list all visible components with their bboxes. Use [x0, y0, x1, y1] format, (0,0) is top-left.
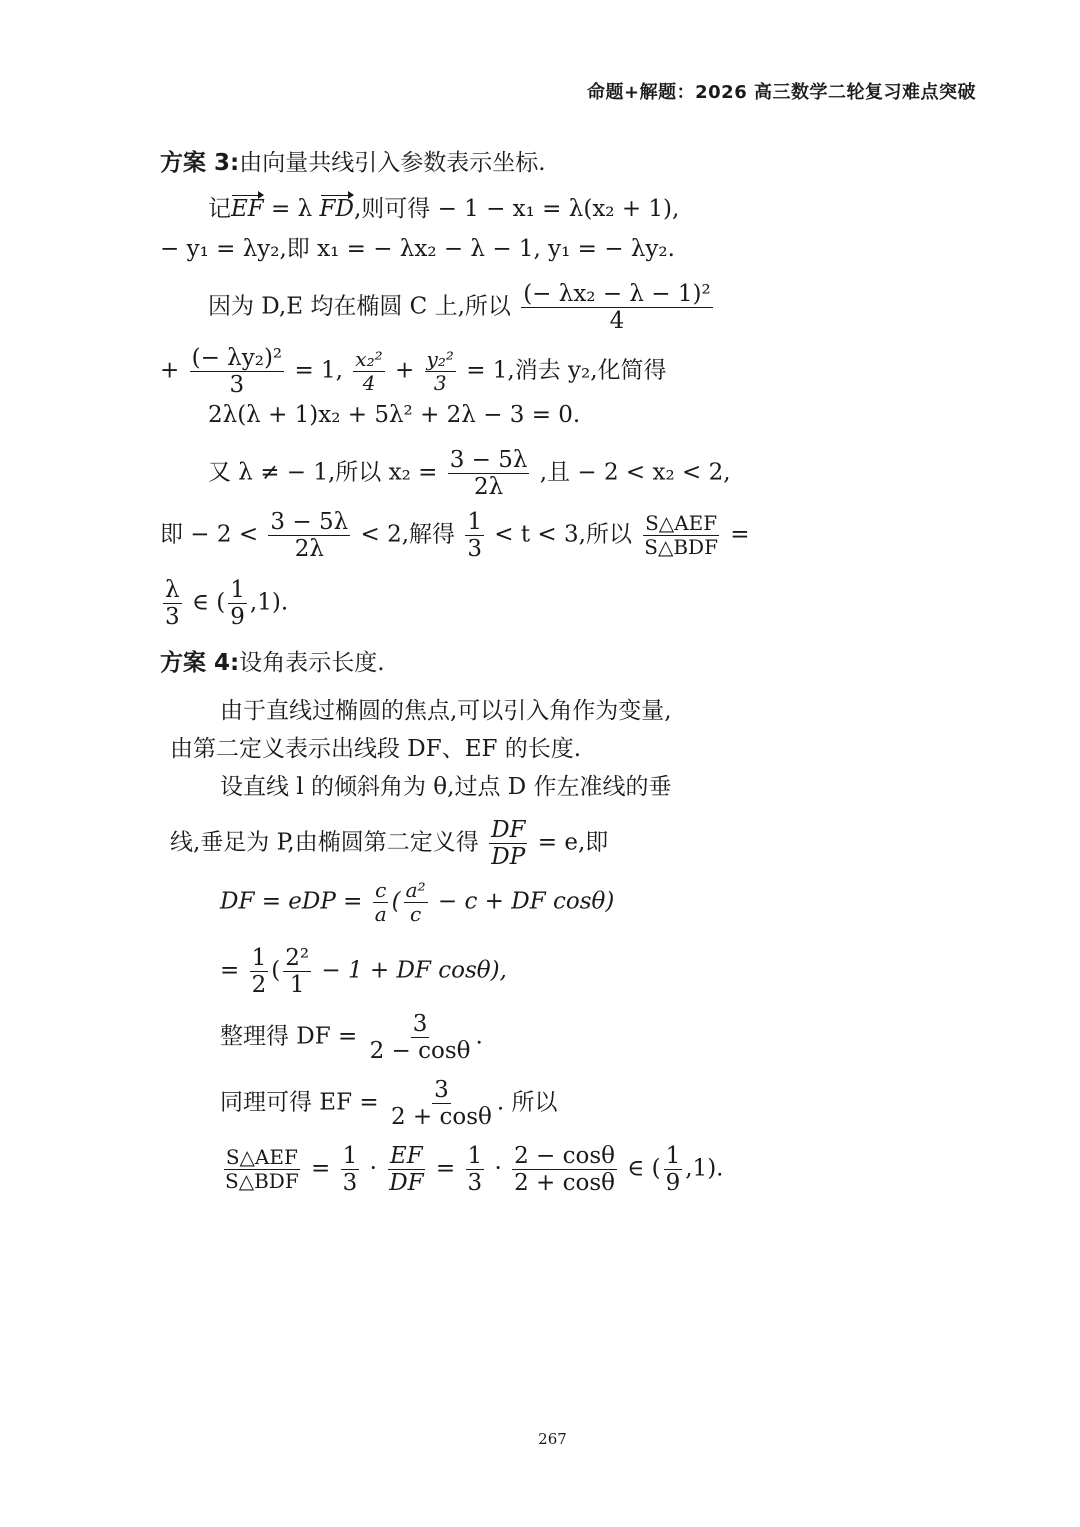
vector-ef: EF	[231, 196, 264, 222]
numerator: 1	[467, 509, 482, 535]
fraction	[387, 1144, 425, 1195]
text: 记	[208, 196, 231, 222]
numerator: 2 − cosθ	[514, 1143, 615, 1169]
text: =	[435, 1155, 456, 1182]
text: +	[160, 357, 180, 384]
text: = e,即	[537, 829, 609, 856]
fraction	[489, 818, 527, 869]
numerator: 3 − 5λ	[270, 509, 349, 535]
text: 即 − 2 <	[160, 521, 259, 548]
numerator: 3	[434, 1077, 449, 1103]
denominator: 2λ	[473, 474, 504, 501]
numerator: (− λy₂)²	[191, 345, 283, 371]
text: = 1,消去 y₂,化简得	[466, 357, 667, 384]
numerator: 1	[467, 1143, 483, 1169]
denominator: 1	[289, 972, 305, 999]
denominator: 3	[433, 371, 447, 396]
fraction	[373, 880, 389, 925]
text: ,1).	[249, 589, 289, 616]
text: .	[475, 1023, 483, 1050]
fraction	[465, 510, 484, 561]
denominator: DP	[491, 844, 526, 871]
numerator: 1	[342, 1143, 358, 1169]
text: ·	[369, 1155, 377, 1182]
denominator: S△BDF	[644, 535, 718, 560]
text: . 所以	[496, 1089, 558, 1116]
numerator: EF	[390, 1143, 423, 1169]
text: DF = eDP =	[220, 888, 363, 915]
fraction	[190, 346, 285, 397]
scheme4-eq3	[220, 1012, 483, 1063]
scheme4-heading-text: 设角表示长度.	[239, 650, 385, 676]
fraction	[404, 880, 428, 925]
text: 又 λ ≠ − 1,所以 x₂ =	[208, 459, 438, 486]
scheme3-line3	[208, 282, 716, 333]
numerator: y₂²	[426, 347, 454, 372]
denominator: 4	[362, 371, 376, 396]
text: − c + DF cosθ)	[437, 888, 615, 915]
scheme3-heading-line	[160, 148, 546, 178]
scheme4-para4	[170, 818, 608, 869]
text: < t < 3,所以	[494, 521, 632, 548]
denominator: 9	[230, 604, 245, 631]
numerator: DF	[491, 817, 526, 843]
numerator: 1	[230, 577, 245, 603]
text: =	[220, 957, 240, 984]
scheme3-line5: 2λ(λ + 1)x₂ + 5λ² + 2λ − 3 = 0.	[208, 402, 581, 428]
scheme3-line1	[208, 194, 679, 224]
text: 同理可得 EF =	[220, 1089, 379, 1116]
denominator: 9	[665, 1170, 681, 1197]
fraction	[283, 946, 311, 997]
page-number: 267	[538, 1430, 567, 1448]
denominator: 2	[251, 972, 267, 999]
text: ,且 − 2 < x₂ < 2,	[539, 459, 731, 486]
text: ∈ (	[627, 1155, 661, 1182]
scheme4-heading-line	[160, 648, 385, 678]
fraction	[368, 1012, 473, 1063]
fraction	[664, 1144, 683, 1195]
fraction	[425, 349, 456, 394]
denominator: 4	[609, 308, 625, 335]
text: = 1,	[294, 357, 343, 384]
scheme4-eq5	[220, 1144, 723, 1195]
numerator: c	[375, 878, 387, 902]
text: =	[311, 1155, 331, 1182]
scheme4-eq1	[220, 880, 614, 925]
fraction	[512, 1144, 617, 1195]
fraction	[163, 578, 182, 629]
numerator: (− λx₂ − λ − 1)²	[523, 281, 711, 307]
fraction	[228, 578, 247, 629]
scheme4-para1: 由于直线过椭圆的焦点,可以引入角作为变量,	[220, 698, 672, 724]
scheme3-line8	[160, 578, 288, 629]
scheme3-line7	[160, 510, 750, 561]
numerator: λ	[165, 577, 180, 603]
text: ,1).	[685, 1155, 724, 1182]
scheme4-eq2	[220, 946, 507, 997]
scheme4-para3: 设直线 l 的倾斜角为 θ,过点 D 作左准线的垂	[220, 774, 672, 800]
scheme4-heading: 方案 4:	[160, 650, 240, 676]
scheme3-heading-text: 由向量共线引入参数表示坐标.	[239, 150, 546, 176]
fraction	[250, 946, 269, 997]
denominator: a	[374, 902, 387, 926]
numerator: 1	[251, 945, 267, 971]
area-ratio-fraction	[223, 1147, 301, 1192]
denominator: 2 + cosθ	[514, 1170, 615, 1197]
numerator: S△AEF	[225, 1145, 298, 1170]
text: =	[730, 521, 750, 548]
text: 线,垂足为 P,由椭圆第二定义得	[170, 829, 479, 856]
text: (	[271, 957, 281, 984]
text: = λ	[263, 196, 320, 222]
numerator: 3 − 5λ	[449, 447, 528, 473]
denominator: c	[410, 902, 422, 926]
scheme4-eq4	[220, 1078, 558, 1129]
numerator: 1	[665, 1143, 681, 1169]
scheme4-para2: 由第二定义表示出线段 DF、EF 的长度.	[170, 736, 582, 762]
denominator: 2λ	[294, 536, 324, 563]
fraction	[448, 448, 530, 499]
area-ratio-fraction	[642, 513, 720, 558]
scheme3-line6	[208, 448, 731, 499]
text: < 2,解得	[360, 521, 456, 548]
text: − 1 + DF cosθ),	[321, 957, 507, 984]
numerator: 3	[412, 1011, 428, 1037]
denominator: 2 − cosθ	[369, 1038, 471, 1065]
denominator: 3	[467, 1170, 483, 1197]
fraction	[341, 1144, 360, 1195]
text: ·	[494, 1155, 502, 1182]
fraction	[466, 1144, 485, 1195]
denominator: S△BDF	[225, 1169, 299, 1194]
text: 因为 D,E 均在椭圆 C 上,所以	[208, 293, 511, 320]
fraction	[521, 282, 713, 333]
denominator: 3	[165, 604, 180, 631]
text: ∈ (	[191, 589, 226, 616]
denominator: 3	[342, 1170, 358, 1197]
fraction	[268, 510, 350, 561]
running-header: 命题+解题：2026 高三数学二轮复习难点突破	[587, 82, 976, 103]
denominator: 2 + cosθ	[390, 1104, 492, 1131]
fraction	[389, 1078, 494, 1129]
numerator: x₂²	[355, 347, 383, 372]
scheme3-line4	[160, 346, 667, 397]
denominator: DF	[389, 1170, 424, 1197]
scheme3-line2: − y₁ = λy₂,即 x₁ = − λx₂ − λ − 1, y₁ = − λy₂.	[160, 236, 675, 262]
denominator: 3	[229, 372, 245, 399]
vector-fd: FD	[319, 196, 354, 222]
text: ,则可得 − 1 − x₁ = λ(x₂ + 1),	[353, 196, 680, 222]
text: (	[391, 888, 401, 915]
numerator: a²	[405, 878, 426, 902]
fraction	[353, 349, 384, 394]
text: 整理得 DF =	[220, 1023, 358, 1050]
numerator: S△AEF	[645, 511, 718, 536]
denominator: 3	[467, 536, 482, 563]
text: +	[394, 357, 415, 384]
numerator: 2²	[285, 945, 310, 971]
scheme3-heading: 方案 3:	[160, 150, 240, 176]
